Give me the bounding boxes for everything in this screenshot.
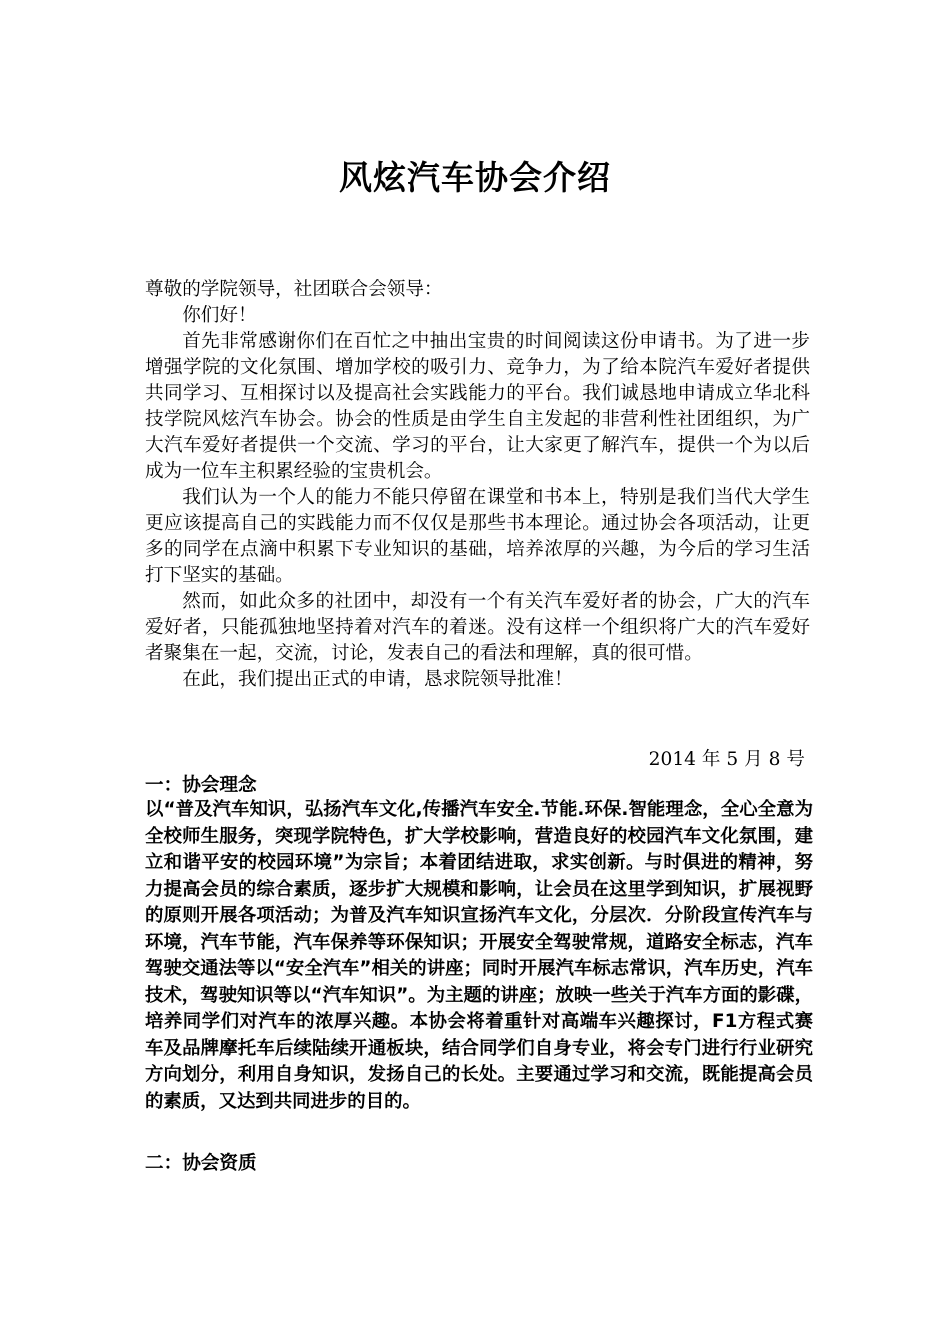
- paragraph-intro: 首先非常感谢你们在百忙之中抽出宝贵的时间阅读这份申请书。为了进一步增强学院的文化氛围、增加学校的吸引力、竞争力，为了给本院汽车爱好者提供共同学习、互相探讨以及提高社会实践能力的平台。我们诚恳地申请成立华北科技学院风炫汽车协会。协会的性质是由学生自主发起的非营利性社团组织，为广大汽车爱好者提供一个交流、学习的平台，让大家更了解汽车，提供一个为以后成为一位车主积累经验的宝贵机会。: [145, 331, 810, 482]
- document-title: 风炫汽车协会介绍: [339, 158, 611, 197]
- section-heading-qualification: 二：协会资质: [145, 1153, 257, 1174]
- section-heading-philosophy: 一：协会理念: [145, 775, 257, 796]
- section-body-philosophy: 以“普及汽车知识，弘扬汽车文化,传播汽车安全.节能.环保.智能理念，全心全意为全校师生服务，突现学院特色，扩大学校影响，营造良好的校园汽车文化氛围，建立和谐平安的校园环境”为宗旨；本着团结进取，求实创新。与时俱进的精神，努力提高会员的综合素质，逐步扩大规模和影响，让会员在这里学到知识，扩展视野的原则开展各项活动；为普及汽车知识宣扬汽车文化，分层次．分阶段宣传汽车与环境，汽车节能，汽车保养等环保知识；开展安全驾驶常规，道路安全标志，汽车驾驶交通法等以“安全汽车”相关的讲座；同时开展汽车标志常识，汽车历史，汽车技术，驾驶知识等以“汽车知识”。为主题的讲座；放映一些关于汽车方面的影碟，培养同学们对汽车的浓厚兴趣。本协会将着重针对高端车兴趣探讨，F1方程式赛车及品牌摩托车后续陆续开通板块，结合同学们自身专业，将会专门进行行业研究方向划分，利用自身知识，发扬自己的长处。主要通过学习和交流，既能提高会员的素质，又达到共同进步的目的。: [145, 799, 813, 1112]
- paragraph-however: 然而，如此众多的社团中，却没有一个有关汽车爱好者的协会，广大的汽车爱好者，只能孤独地坚持着对汽车的着迷。没有这样一个组织将广大的汽车爱好者聚集在一起，交流，讨论，发表自己的看法和理解，真的很可惜。: [145, 591, 810, 664]
- paragraph-request: 在此，我们提出正式的申请，恳求院领导批准！: [182, 669, 573, 690]
- paragraph-ability: 我们认为一个人的能力不能只停留在课堂和书本上，特别是我们当代大学生更应该提高自己的实践能力而不仅仅是那些书本理论。通过协会各项活动，让更多的同学在点滴中积累下专业知识的基础，培养浓厚的兴趣，为今后的学习生活打下坚实的基础。: [145, 487, 810, 586]
- letter-date: 2014 年 5 月 8 号: [648, 749, 805, 770]
- salutation: 尊敬的学院领导，社团联合会领导：: [145, 279, 443, 300]
- letter-body: [145, 277, 810, 693]
- greeting: 你们好！: [182, 305, 257, 326]
